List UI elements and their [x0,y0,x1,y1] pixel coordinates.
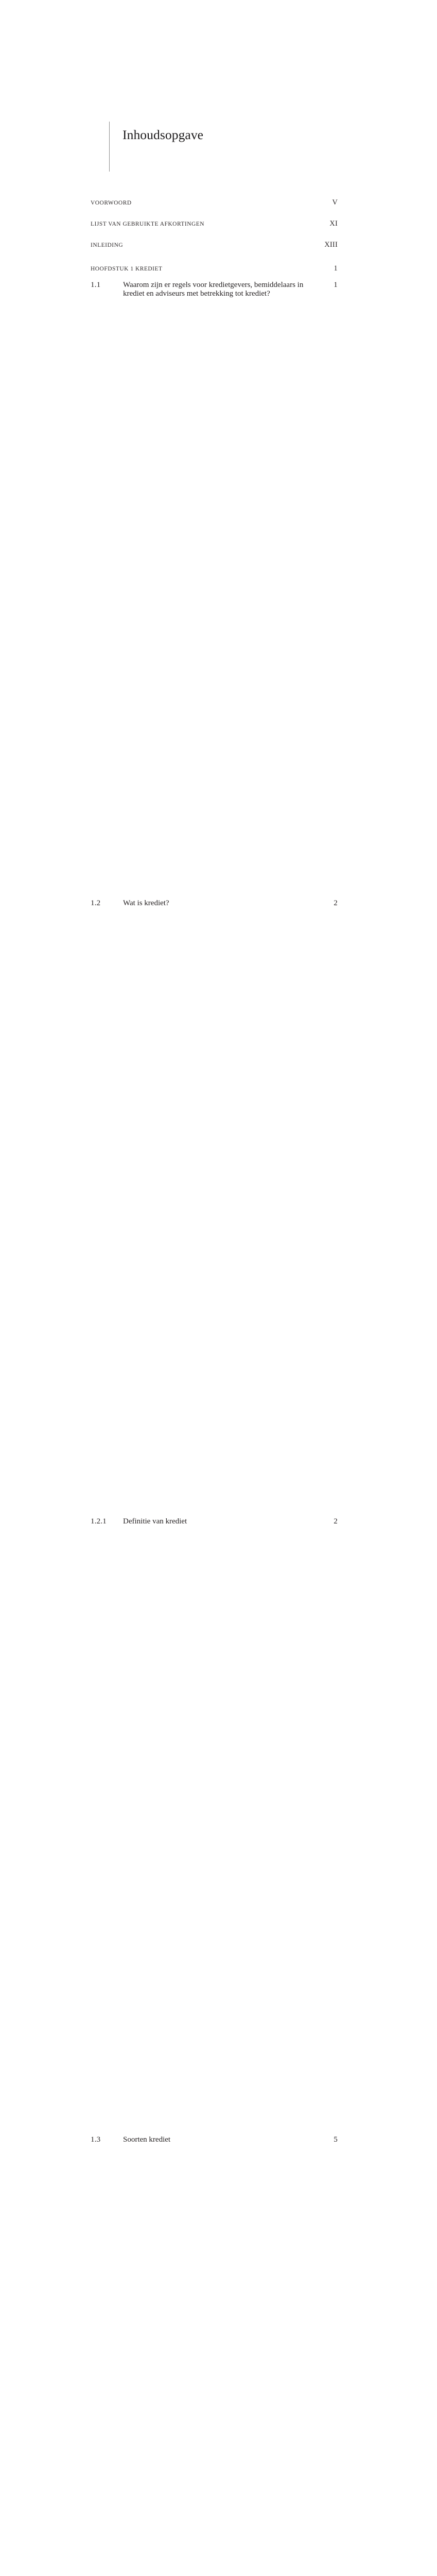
toc-entry-page: 1 [315,281,338,899]
front-matter-entry[interactable] [91,199,338,207]
toc-entry-number: 1.3 [91,2136,101,2144]
toc-entry-number: 1.1 [91,281,101,289]
spacer [91,228,338,242]
title-vertical-rule [109,122,110,172]
front-matter-entry-page: XI [329,219,338,228]
toc-entry-title: Soorten krediet [123,2136,171,2144]
toc-entry-number: 1.2.1 [91,1517,107,1526]
toc-entry[interactable] [91,1517,338,2136]
toc-entry[interactable] [91,281,338,899]
front-matter-entry-label: INLEIDING [91,242,124,248]
front-matter-entry-page: V [332,198,338,207]
toc-entry[interactable] [91,2136,338,2576]
page-title: Inhoudsopgave [123,127,204,143]
spacer [91,207,338,221]
front-matter-entry[interactable] [91,241,338,249]
spacer [91,249,338,265]
toc-entry-page: 5 [315,2136,338,2576]
chapter-heading-page: 1 [334,264,338,273]
toc-entry-title: Wat is krediet? [123,899,169,907]
chapter-heading-label: HOOFDSTUK 1 KREDIET [91,265,163,272]
toc-entry-page: 2 [315,1517,338,2136]
toc-entry-list [91,281,338,2576]
page-title-block [109,120,203,172]
front-matter-entry-label: VOORWOORD [91,200,132,206]
front-matter-entry[interactable] [91,220,338,228]
chapter-heading[interactable] [91,265,338,273]
toc-entry[interactable] [91,899,338,1517]
front-matter-entry-page: XIII [324,241,338,249]
toc-entry-number: 1.2 [91,899,101,907]
toc-entry-title: Definitie van krediet [123,1517,187,1526]
toc-entry-title: Waarom zijn er regels voor kredietgevers, bemiddelaars in krediet en adviseurs met betrekking tot krediet? [123,281,304,298]
table-of-contents [91,199,338,2576]
front-matter-entry-label: LIJST VAN GEBRUIKTE AFKORTINGEN [91,221,205,227]
toc-entry-page: 2 [315,899,338,1517]
